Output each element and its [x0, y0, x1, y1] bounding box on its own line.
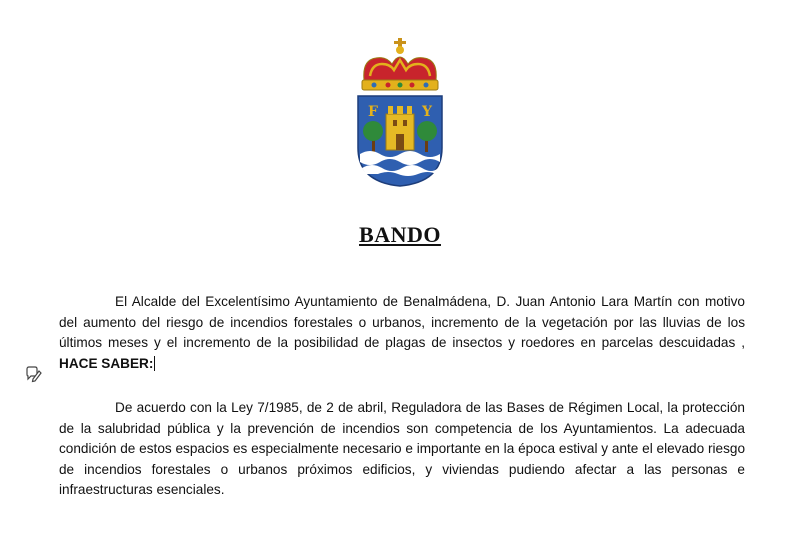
shield-icon	[358, 96, 442, 186]
comment-edit-icon[interactable]	[24, 365, 42, 383]
text-cursor	[154, 356, 155, 371]
coat-of-arms-crest	[352, 36, 448, 188]
hace-saber-label: HACE SABER:	[59, 355, 154, 371]
svg-text:Y: Y	[422, 104, 432, 120]
paragraph-2	[59, 398, 745, 501]
paragraph-2-text: De acuerdo con la Ley 7/1985, de 2 de abril, Reguladora de las Bases de Régimen Local, la protección de la salubridad pública y la prevención de incendios son competencia de los Ayuntamientos. La adecuada condición de estos espacios es especialmente necesario e importante en la época estival y ante el elevado riesgo de incendios forestales o urbanos próximos edificios, y viviendas pudiendo afectar a las personas e infraestructuras esenciales.	[59, 400, 745, 498]
crown-icon	[362, 38, 438, 90]
paragraph-1	[59, 292, 745, 374]
paragraph-1-text: El Alcalde del Excelentísimo Ayuntamiento de Benalmádena, D. Juan Antonio Lara Martín con motivo del aumento del riesgo de incendios forestales o urbanos, incremento de la vegetación por las lluvias de los últimos meses y el incremento de la posibilidad de plagas de insectos y roedores en parcelas descuidadas ,	[59, 294, 745, 351]
svg-text:F: F	[368, 104, 378, 120]
document-title: BANDO	[359, 222, 441, 247]
